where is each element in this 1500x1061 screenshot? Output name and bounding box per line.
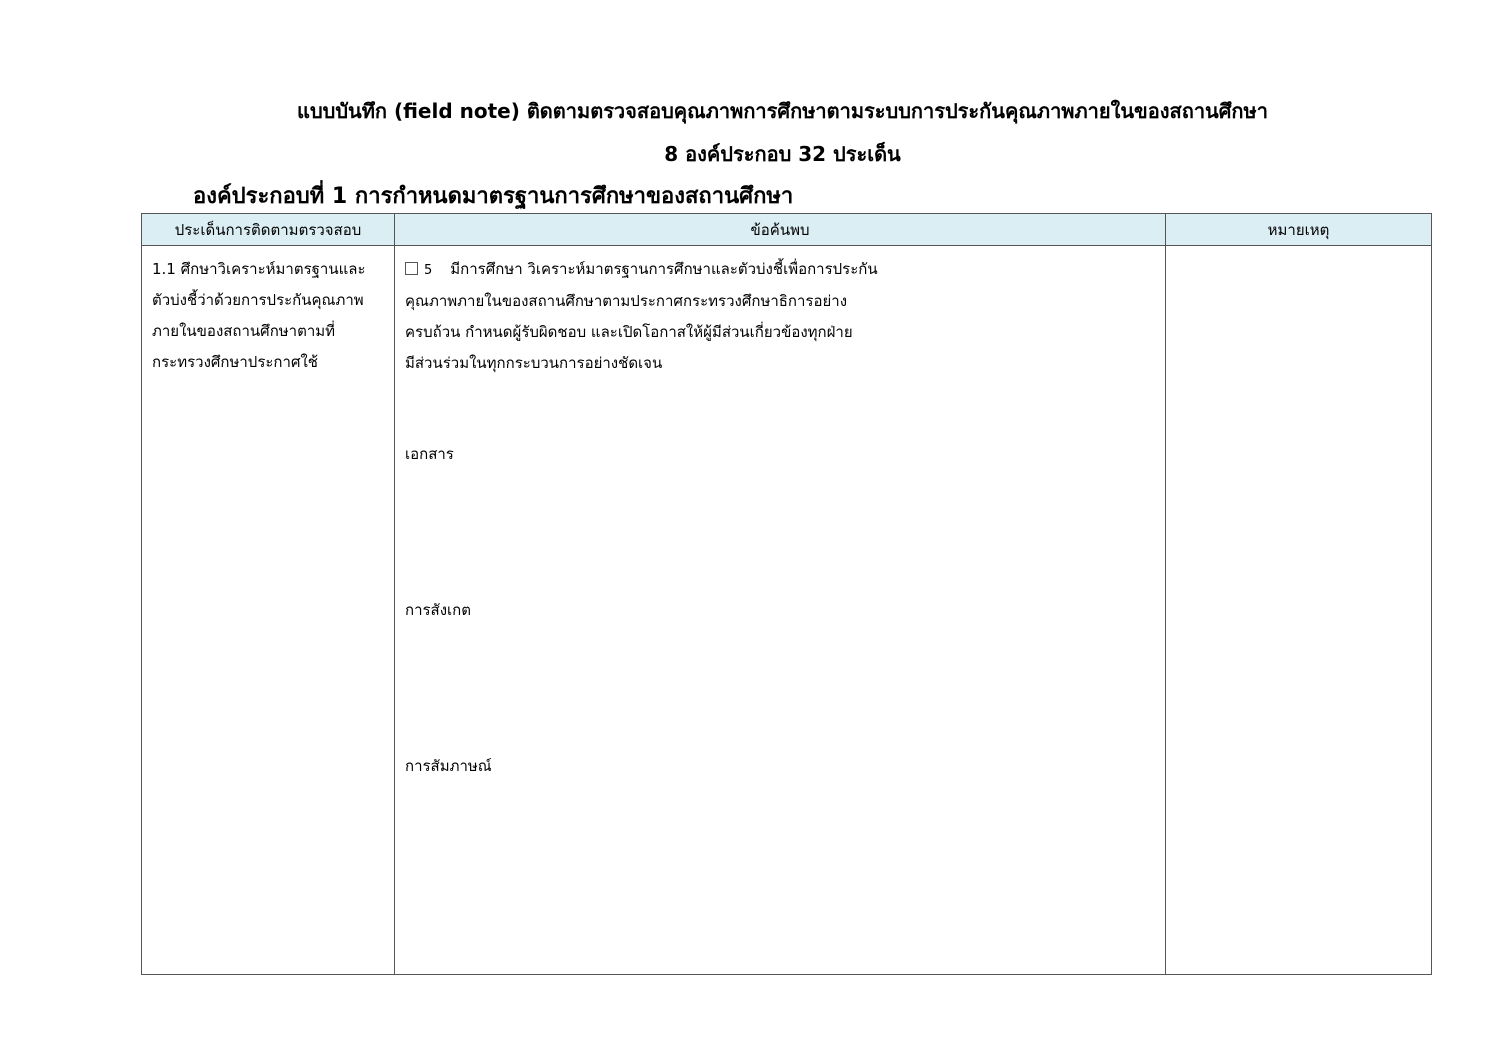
document-title: แบบบันทึก (field note) ติดตามตรวจสอบคุณภาพการศึกษาตามระบบการประกันคุณภาพภายในของสถานศึกษา (297, 99, 1268, 123)
checkbox[interactable] (405, 262, 418, 275)
findings-cell (395, 246, 1166, 975)
issue-line: 1.1 ศึกษาวิเคราะห์มาตรฐานและ (152, 260, 366, 278)
header-findings: ข้อค้นพบ (395, 214, 1166, 246)
issue-line: ภายในของสถานศึกษาตามที่ (152, 322, 336, 340)
remarks-cell[interactable] (1166, 246, 1432, 975)
issue-cell (142, 246, 395, 975)
issue-line: กระทรวงศึกษาประกาศใช้ (152, 353, 318, 371)
finding-text: มีการศึกษา วิเคราะห์มาตรฐานการศึกษาและตัวบ่งชี้เพื่อการประกัน (450, 260, 878, 278)
table-header-row (142, 214, 1432, 246)
evidence-observation-label: การสังเกต (405, 601, 471, 619)
field-note-table (141, 213, 1432, 975)
header-issue: ประเด็นการติดตามตรวจสอบ (142, 214, 395, 246)
issue-line: ตัวบ่งชี้ว่าด้วยการประกันคุณภาพ (152, 291, 364, 309)
table-row (142, 246, 1432, 975)
evidence-interview-label: การสัมภาษณ์ (405, 757, 492, 775)
checkbox-number: 5 (424, 263, 433, 278)
document-subtitle: 8 องค์ประกอบ 32 ประเด็น (664, 142, 901, 166)
finding-line (405, 254, 1155, 286)
finding-line: คุณภาพภายในของสถานศึกษาตามประกาศกระทรวงศึกษาธิการอย่าง (405, 292, 848, 310)
finding-line: มีส่วนร่วมในทุกกระบวนการอย่างชัดเจน (405, 354, 663, 372)
header-remarks: หมายเหตุ (1166, 214, 1432, 246)
component-heading: องค์ประกอบที่ 1 การกำหนดมาตรฐานการศึกษาของสถานศึกษา (193, 184, 794, 209)
finding-line: ครบถ้วน กำหนดผู้รับผิดชอบ และเปิดโอกาสให้ผู้มีส่วนเกี่ยวข้องทุกฝ่าย (405, 323, 853, 341)
evidence-documents-label: เอกสาร (405, 445, 454, 463)
